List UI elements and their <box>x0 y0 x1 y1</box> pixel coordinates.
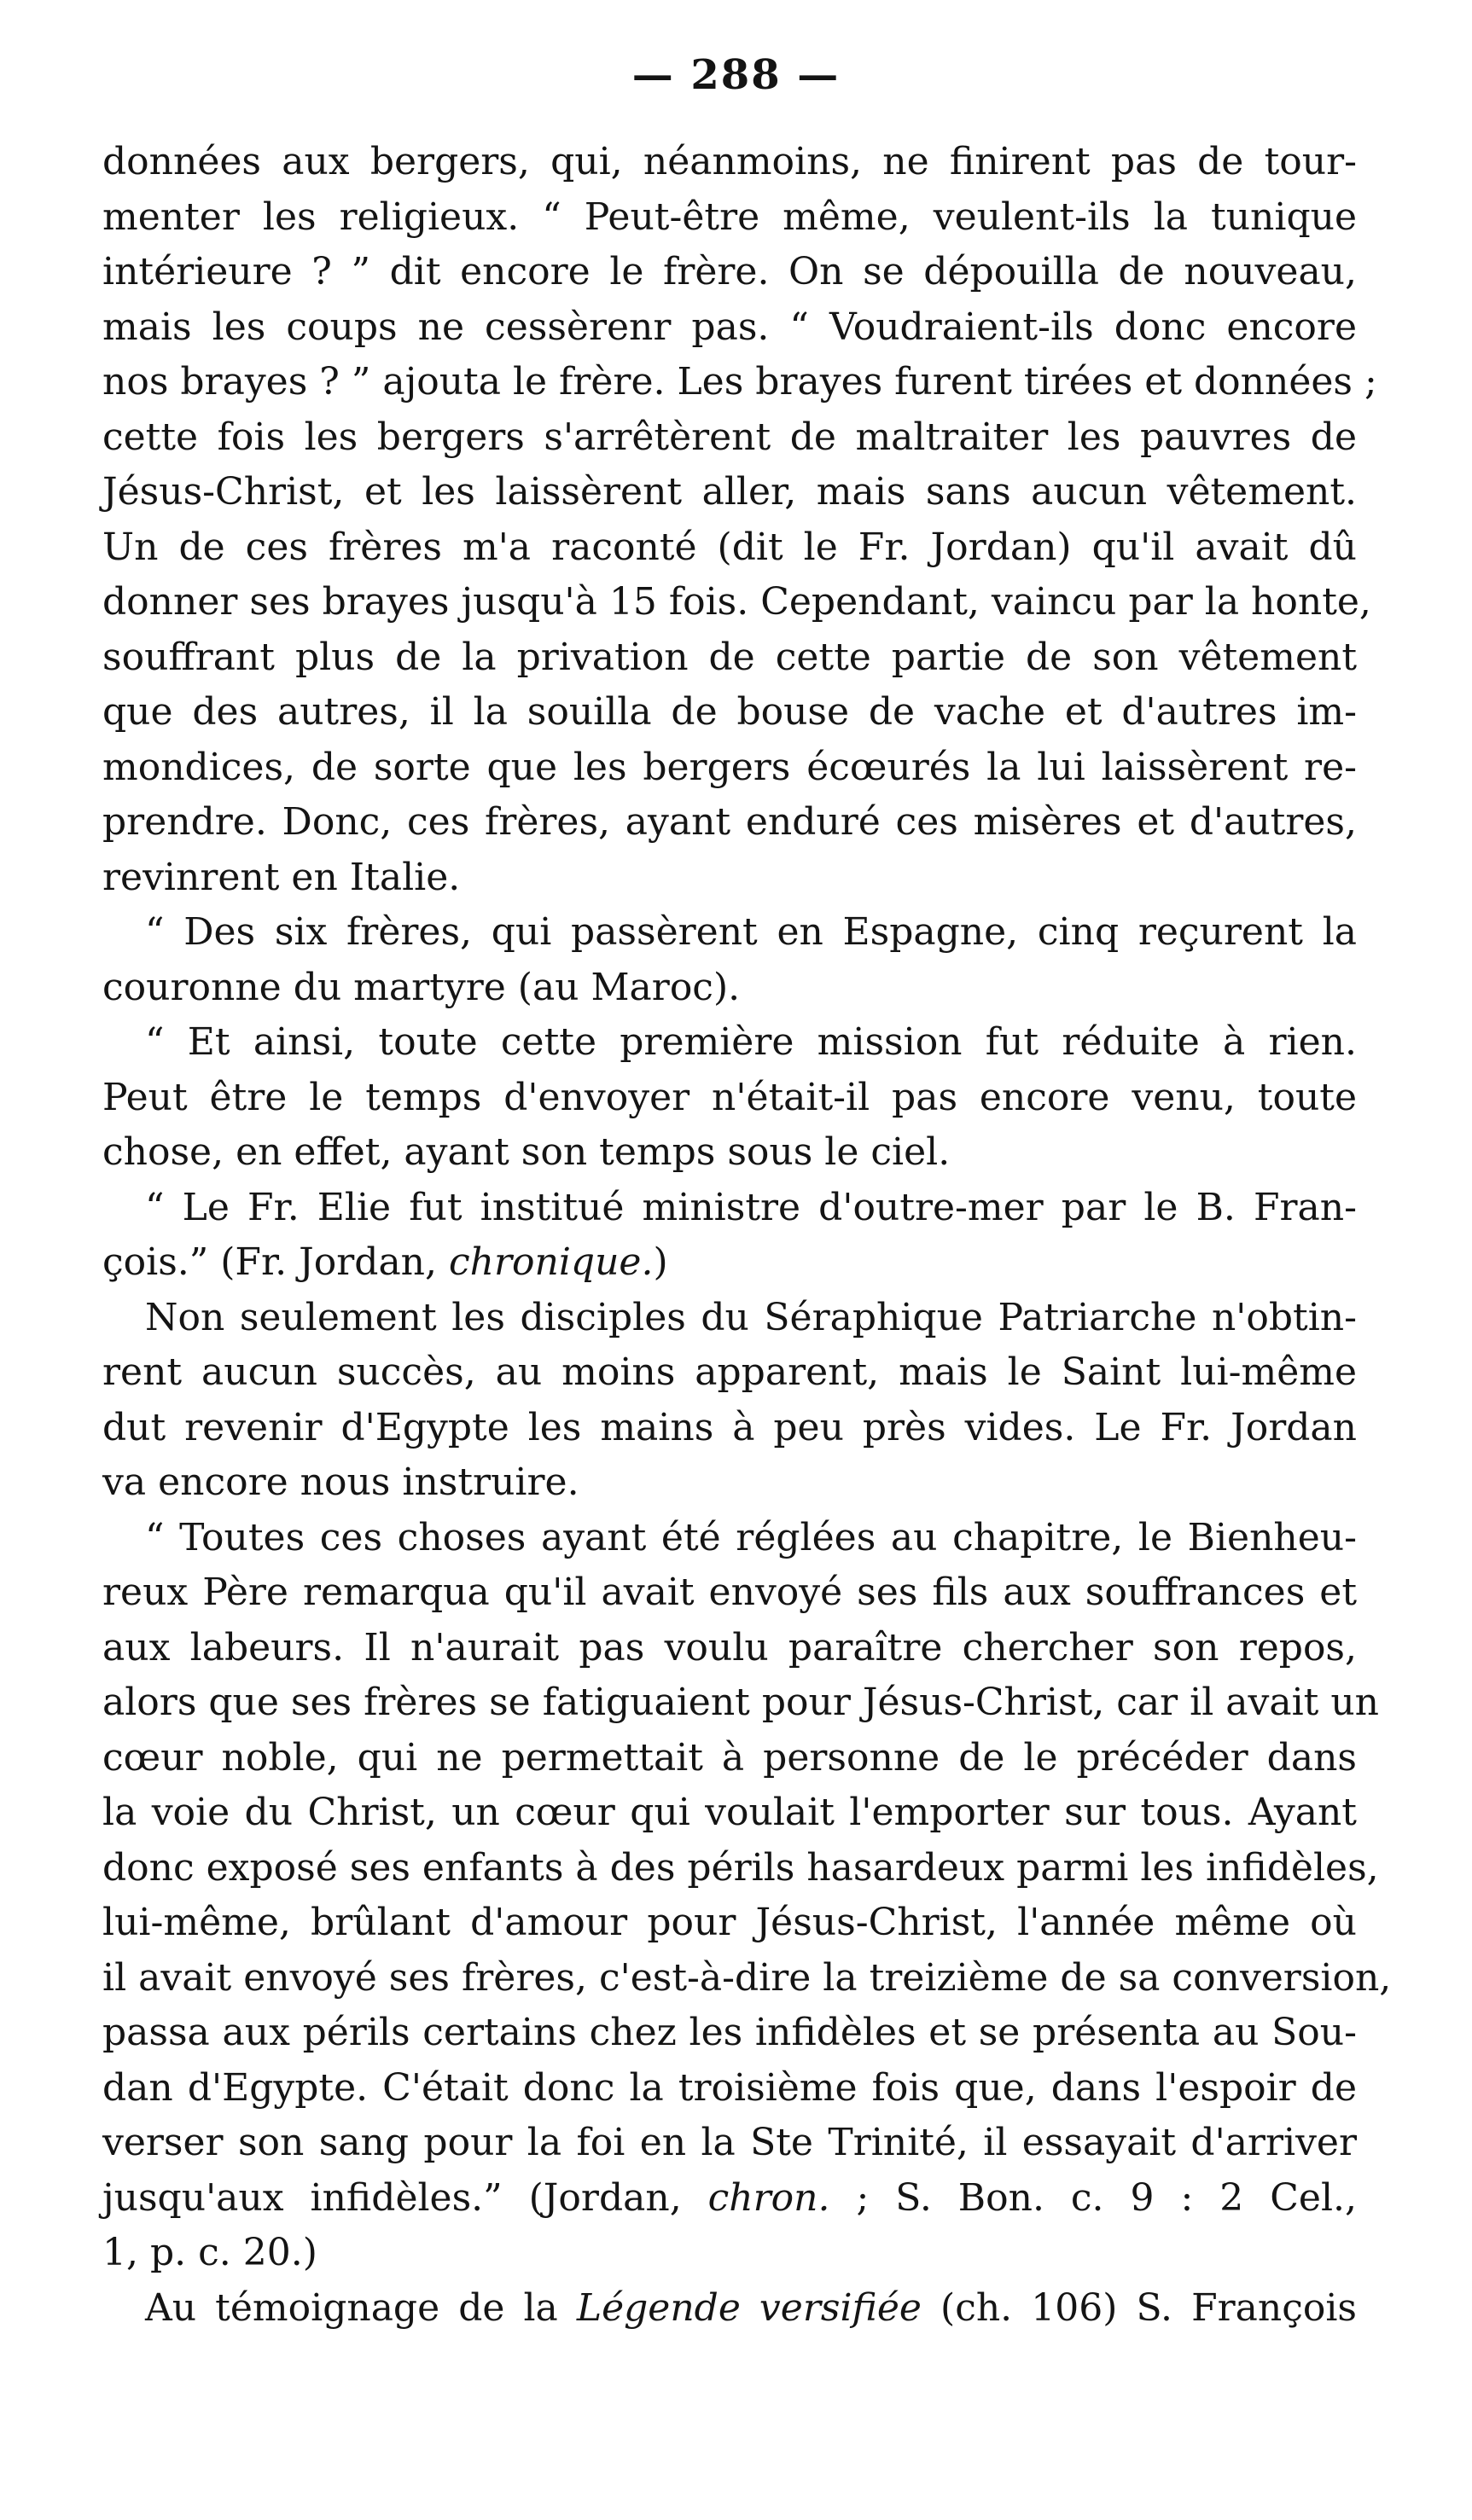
text-line: mondices, de sorte que les bergers écœurés la lui laissèrent re- <box>102 745 1357 789</box>
text-line: verser son sang pour la foi en la Ste Trinité, il essayait d'arriver <box>102 2121 1357 2164</box>
text-line: intérieure ? ” dit encore le frère. On se dépouilla de nouveau, <box>102 250 1357 293</box>
text-line: chose, en effet, ayant son temps sous le ciel. <box>102 1130 951 1174</box>
text-line: menter les religieux. “ Peut-être même, veulent-ils la tunique <box>102 195 1357 239</box>
text-line: “ Des six frères, qui passèrent en Espagne, cinq reçurent la <box>145 910 1357 954</box>
body-text <box>102 135 1392 2336</box>
text-line: la voie du Christ, un cœur qui voulait l'emporter sur tous. Ayant <box>102 1791 1357 1834</box>
text-line: nos brayes ? ” ajouta le frère. Les brayes furent tirées et données ; <box>102 360 1377 404</box>
text-line: “ Et ainsi, toute cette première mission fut réduite à rien. <box>145 1020 1357 1064</box>
text-line: souffrant plus de la privation de cette partie de son vêtement <box>102 635 1357 679</box>
page-number: — 288 — <box>631 51 841 99</box>
text-line: lui-même, brûlant d'amour pour Jésus-Christ, l'année même où <box>102 1901 1357 1944</box>
text-line: revinrent en Italie. <box>102 855 461 899</box>
text-line: “ Toutes ces choses ayant été réglées au chapitre, le Bienheu- <box>145 1515 1357 1559</box>
text-line: Jésus-Christ, et les laissèrent aller, mais sans aucun vêtement. <box>102 470 1357 514</box>
text-line: cette fois les bergers s'arrêtèrent de maltraiter les pauvres de <box>102 415 1357 459</box>
text-line: dan d'Egypte. C'était donc la troisième fois que, dans l'espoir de <box>102 2065 1357 2110</box>
text-line: Un de ces frères m'a raconté (dit le Fr. Jordan) qu'il avait dû <box>102 525 1357 569</box>
text-line: jusqu'aux infidèles.” (Jordan, chron. ; S. Bon. c. 9 : 2 Cel., <box>102 2175 1357 2220</box>
text-line: donc exposé ses enfants à des périls hasardeux parmi les infidèles, <box>102 1845 1379 1890</box>
text-line: rent aucun succès, au moins apparent, mais le Saint lui-même <box>102 1350 1357 1394</box>
text-line: “ Le Fr. Elie fut institué ministre d'outre-mer par le B. Fran- <box>145 1185 1357 1229</box>
text-line: dut revenir d'Egypte les mains à peu près vides. Le Fr. Jordan <box>102 1405 1357 1449</box>
italic-title: chron. <box>707 2175 830 2220</box>
text-line: mais les coups ne cessèrenr pas. “ Voudraient-ils donc encore <box>102 305 1357 349</box>
text-line: va encore nous instruire. <box>102 1460 579 1504</box>
text-line: 1, p. c. 20.) <box>102 2231 317 2274</box>
text-line: Au témoignage de la Légende versifiée (ch. 106) S. François <box>145 2285 1357 2330</box>
text-line: cœur noble, qui ne permettait à personne de le précéder dans <box>102 1735 1357 1780</box>
italic-title: chronique. <box>449 1240 654 1284</box>
text-line: alors que ses frères se fatiguaient pour Jésus-Christ, car il avait un <box>102 1681 1379 1724</box>
text-line: il avait envoyé ses frères, c'est-à-dire la treizième de sa conversion, <box>102 1955 1392 2000</box>
italic-title: Légende versifiée <box>576 2285 922 2330</box>
text-line: Peut être le temps d'envoyer n'était-il pas encore venu, toute <box>102 1075 1357 1119</box>
text-line: données aux bergers, qui, néanmoins, ne finirent pas de tour- <box>102 140 1357 183</box>
text-line: couronne du martyre (au Maroc). <box>102 965 741 1009</box>
text-line: Non seulement les disciples du Séraphique Patriarche n'obtin- <box>145 1295 1357 1339</box>
text-line: aux labeurs. Il n'aurait pas voulu paraître chercher son repos, <box>102 1625 1357 1669</box>
text-line: donner ses brayes jusqu'à 15 fois. Cependant, vaincu par la honte, <box>102 580 1371 624</box>
text-line: reux Père remarqua qu'il avait envoyé ses fils aux souffrances et <box>102 1571 1357 1614</box>
text-line: passa aux périls certains chez les infidèles et se présenta au Sou- <box>102 2011 1357 2054</box>
text-line: çois.” (Fr. Jordan, chronique.) <box>102 1240 668 1284</box>
text-line: que des autres, il la souilla de bouse de vache et d'autres im- <box>102 690 1357 734</box>
text-line: prendre. Donc, ces frères, ayant enduré ces misères et d'autres, <box>102 800 1357 844</box>
